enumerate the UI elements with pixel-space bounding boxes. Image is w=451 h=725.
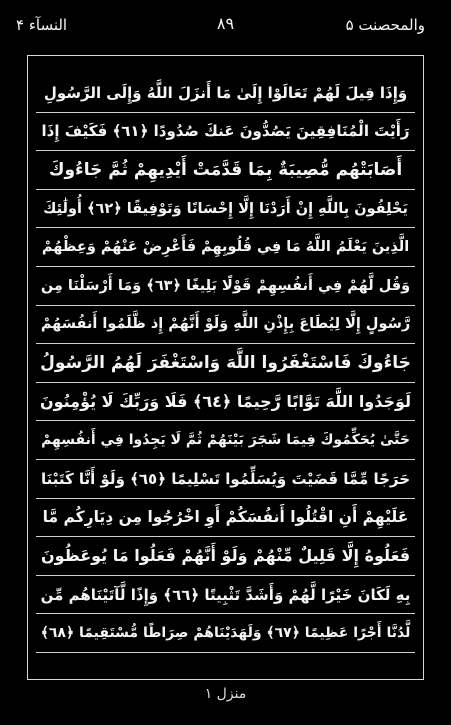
verse-line-5 [36, 228, 415, 267]
verse-line-9 [36, 383, 415, 422]
verse-line-4 [36, 190, 415, 229]
verse-line-15 [36, 614, 415, 653]
line-text: الَّذِينَ يَعْلَمُ اللَّهُ مَا فِي قُلُوبِهِمْ فَأَعْرِضْ عَنْهُمْ وَعِظْهُمْ [41, 239, 410, 256]
line-text: رَأَيْتَ الْمُنَافِقِينَ يَصُدُّونَ عَنكَ صُدُودًا ﴿٦١﴾ فَكَيْفَ إِذَا [41, 122, 410, 141]
verse-line-10 [36, 421, 415, 460]
manzil-footer [0, 686, 451, 702]
line-text: وَإِذَا قِيلَ لَهُمْ تَعَالَوْا إِلَىٰ مَا أَنزَلَ اللَّهُ وَإِلَى الرَّسُولِ [43, 83, 408, 102]
line-text: فَعَلُوهُ إِلَّا قَلِيلٌ مِّنْهُمْ وَلَوْ أَنَّهُمْ فَعَلُوا مَا يُوعَظُونَ [40, 546, 411, 566]
line-text: وَقُل لَّهُمْ فِي أَنفُسِهِمْ قَوْلًا بَلِيغًا ﴿٦٣﴾ وَمَا أَرْسَلْنَا مِن [40, 277, 411, 294]
line-text: حَتَّىٰ يُحَكِّمُوكَ فِيمَا شَجَرَ بَيْنَهُمْ ثُمَّ لَا يَجِدُوا فِي أَنفُسِهِمْ [41, 432, 410, 449]
verse-line-6 [36, 267, 415, 306]
verse-line-2 [36, 113, 415, 152]
line-text: يَحْلِفُونَ بِاللَّهِ إِنْ أَرَدْنَا إِلَّا إِحْسَانًا وَتَوْفِيقًا ﴿٦٢﴾ أُولَٰئِكَ [43, 200, 408, 217]
verse-line-13 [36, 537, 415, 576]
verse-line-7 [36, 306, 415, 345]
verse-line-14 [36, 576, 415, 615]
verse-line-3 [36, 151, 415, 190]
verse-line-8 [36, 344, 415, 383]
page-number: ٨٩ [216, 14, 235, 33]
line-text: حَرَجًا مِّمَّا قَضَيْتَ وَيُسَلِّمُوا تَسْلِيمًا ﴿٦٥﴾ وَلَوْ أَنَّا كَتَبْنَا [40, 469, 411, 488]
verse-line-12 [36, 499, 415, 538]
verse-line-1 [36, 74, 415, 113]
text-frame [27, 55, 424, 680]
juz-name: والمحصنت ۵ [345, 16, 425, 34]
line-text: لَّدُنَّا أَجْرًا عَظِيمًا ﴿٦٧﴾ وَلَهَدَيْنَاهُمْ صِرَاطًا مُّسْتَقِيمًا ﴿٦٨﴾ [40, 625, 411, 642]
line-text: بِهِ لَكَانَ خَيْرًا لَّهُمْ وَأَشَدَّ تَثْبِيتًا ﴿٦٦﴾ وَإِذًا لَّآتَيْنَاهُم مِّن [40, 585, 411, 604]
line-text: رَّسُولٍ إِلَّا لِيُطَاعَ بِإِذْنِ اللَّهِ وَلَوْ أَنَّهُمْ إِذ ظَّلَمُوا أَنفُسَهُمْ [40, 316, 411, 333]
line-text: جَاءُوكَ فَاسْتَغْفَرُوا اللَّهَ وَاسْتَغْفَرَ لَهُمُ الرَّسُولُ [40, 352, 411, 373]
surah-name: النسآء ۴ [16, 16, 68, 34]
line-text: لَوَجَدُوا اللَّهَ تَوَّابًا رَّحِيمًا ﴿٦٤﴾ فَلَا وَرَبِّكَ لَا يُؤْمِنُونَ [39, 392, 412, 412]
line-text: عَلَيْهِمْ أَنِ اقْتُلُوا أَنفُسَكُمْ أَوِ اخْرُجُوا مِن دِيَارِكُم مَّا [42, 508, 409, 527]
manzil-label: منزل ۱ [204, 686, 247, 702]
verse-line-11 [36, 460, 415, 499]
page-header [12, 12, 439, 42]
verse-lines [36, 74, 415, 653]
line-text: أَصَابَتْهُم مُّصِيبَةٌ بِمَا قَدَّمَتْ أَيْدِيهِمْ ثُمَّ جَاءُوكَ [48, 159, 403, 180]
